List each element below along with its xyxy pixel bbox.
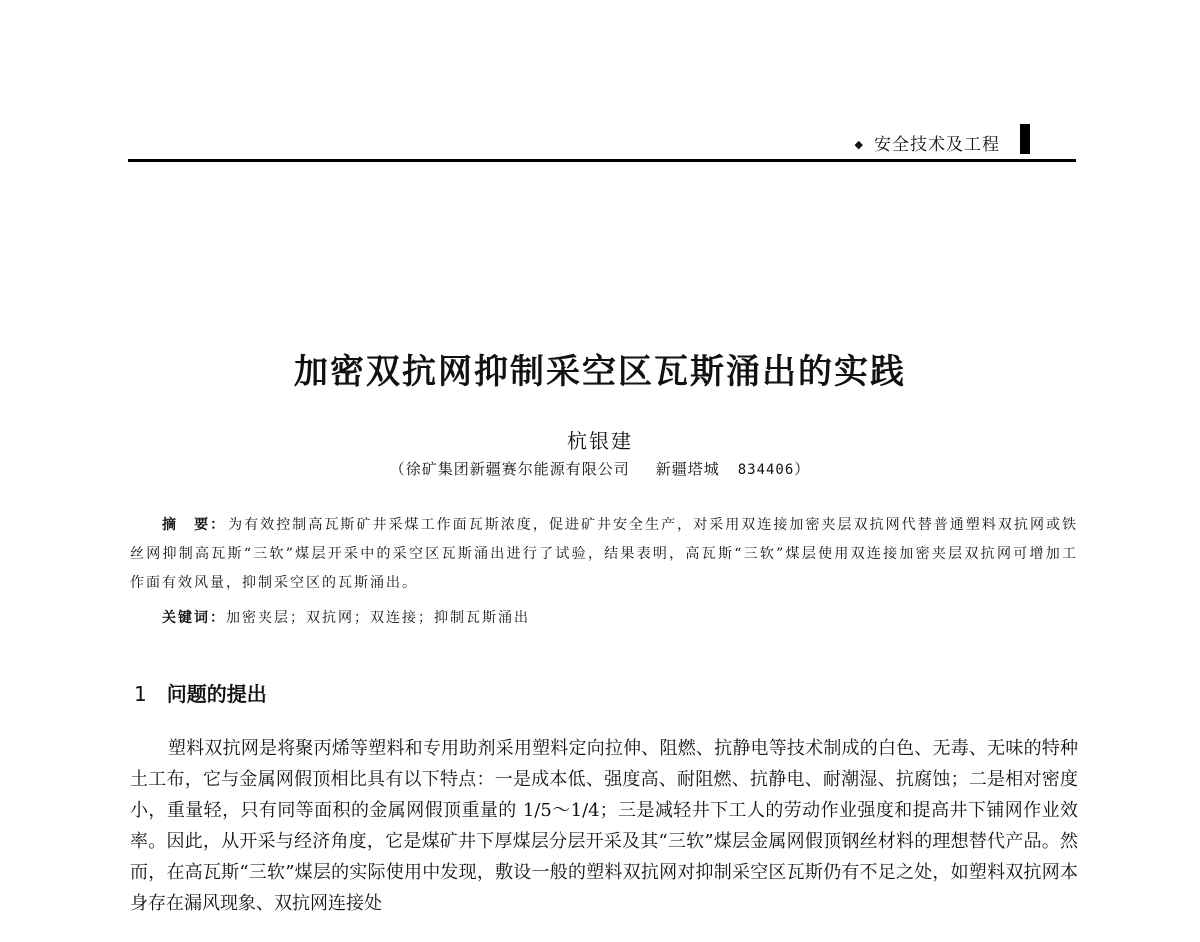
section-number: 1 bbox=[134, 682, 147, 706]
header-bar-mark bbox=[1020, 124, 1030, 154]
running-header bbox=[0, 118, 1200, 168]
section-title: 问题的提出 bbox=[166, 682, 267, 706]
keywords-label: 关键词： bbox=[162, 610, 226, 626]
abstract-label: 摘 要： bbox=[162, 517, 227, 533]
header-rule bbox=[128, 159, 1076, 162]
body-paragraph: 塑料双抗网是将聚丙烯等塑料和专用助剂采用塑料定向拉伸、阻燃、抗静电等技术制成的白色、无毒、无味的特种土工布，它与金属网假顶相比具有以下特点：一是成本低、强度高、耐阻燃、抗静电、耐潮湿、抗腐蚀；二是相对密度小，重量轻，只有同等面积的金属网假顶重量的 1/5～1/4；三是减轻井下工人的劳动作业强度和提高井下铺网作业效率。因此，从开采与经济角度，它是煤矿井下厚煤层分层开采及其“三软”煤层金属网假顶钢丝材料的理想替代产品。然而，在高瓦斯“三软”煤层的实际使用中发现，敷设一般的塑料双抗网对抑制采空区瓦斯仍有不足之处，如塑料双抗网本身存在漏风现象、双抗网连接处 bbox=[130, 738, 1078, 914]
keywords-text: 加密夹层；双抗网；双连接；抑制瓦斯涌出 bbox=[226, 610, 530, 626]
section-heading bbox=[134, 678, 267, 707]
affiliation-open-paren: （ bbox=[389, 460, 406, 478]
affiliation-zip: 834406 bbox=[737, 462, 795, 478]
section-label-text: 安全技术及工程 bbox=[874, 135, 1000, 155]
author-affiliation bbox=[0, 458, 1200, 479]
diamond-bullet-icon: ◆ bbox=[854, 138, 864, 151]
paper-title: 加密双抗网抑制采空区瓦斯涌出的实践 bbox=[294, 352, 906, 392]
affiliation-city: 新疆塔城 bbox=[655, 460, 720, 478]
abstract-text: 为有效控制高瓦斯矿井采煤工作面瓦斯浓度，促进矿井安全生产，对采用双连接加密夹层双抗网代替普通塑料双抗网或铁丝网抑制高瓦斯“三软”煤层开采中的采空区瓦斯涌出进行了试验，结果表明，高瓦斯“三软”煤层使用双连接加密夹层双抗网可增加工作面有效风量，抑制采空区的瓦斯涌出。 bbox=[130, 517, 1079, 591]
author-name: 杭银建 bbox=[567, 429, 633, 453]
affiliation-close-paren: ） bbox=[794, 460, 811, 478]
section-label bbox=[855, 130, 1000, 155]
abstract bbox=[130, 511, 1078, 598]
affiliation-org: 徐矿集团新疆赛尔能源有限公司 bbox=[405, 460, 630, 478]
keywords bbox=[162, 607, 530, 627]
